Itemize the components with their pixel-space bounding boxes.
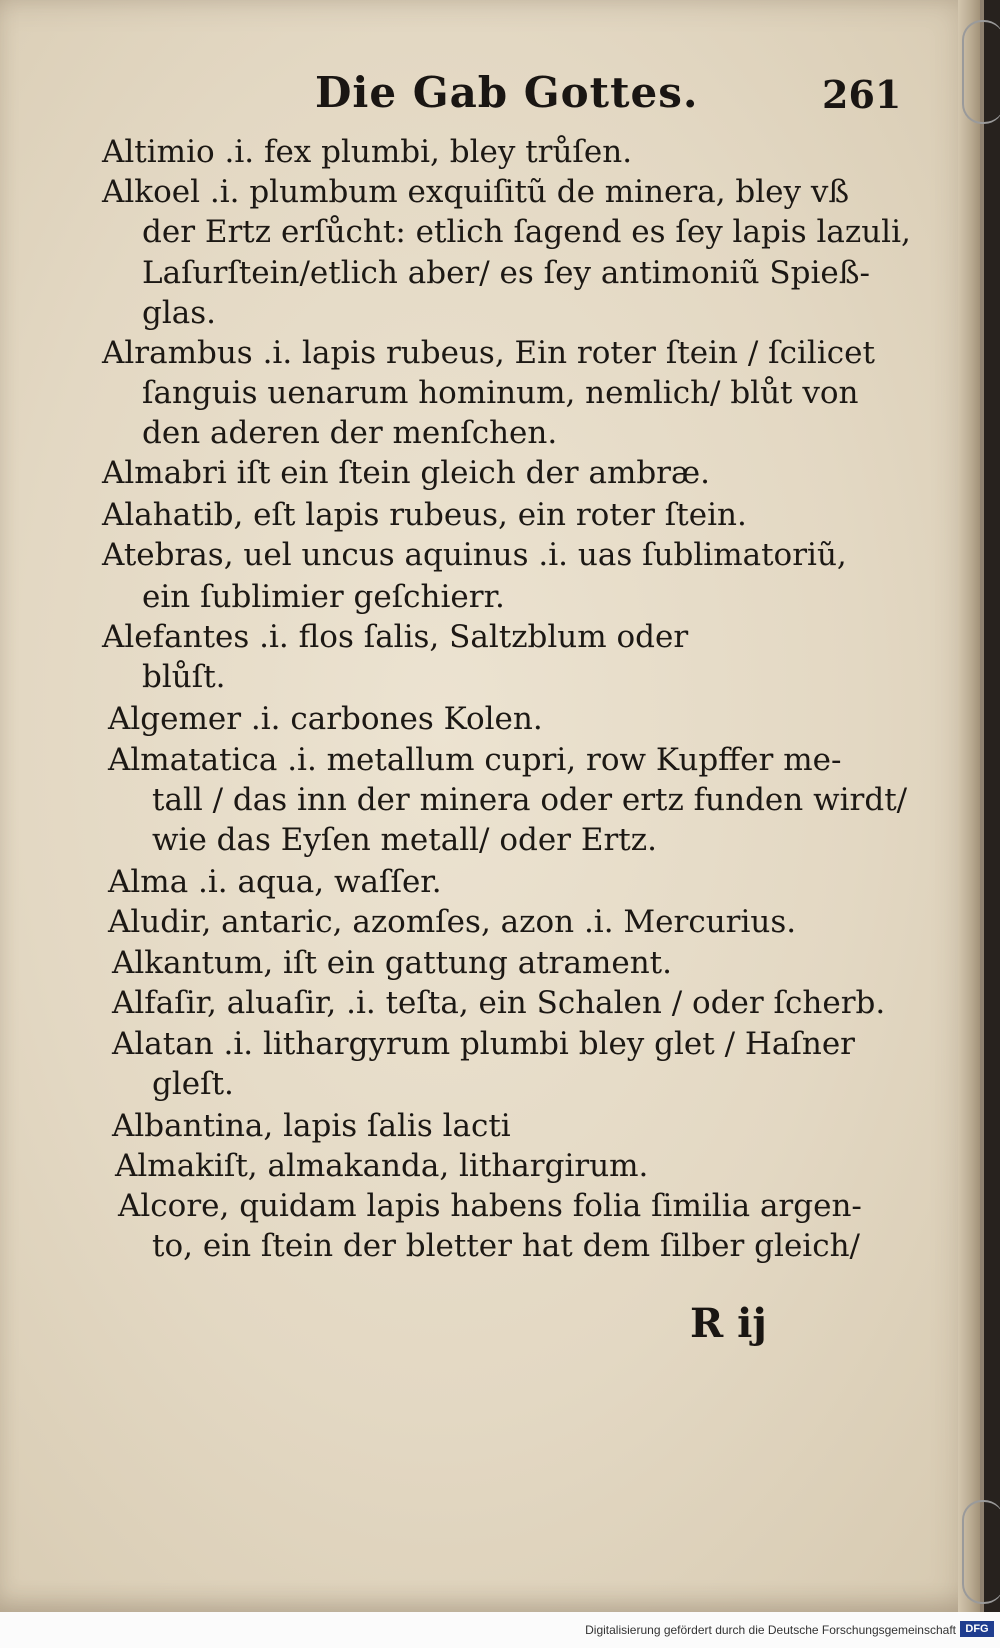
text-line: wie das Eyſen metall/ oder Ertz. [152, 822, 657, 858]
page-clip-bottom [962, 1500, 1000, 1604]
text-line: Alfaſir, aluaſir, .i. teſta, ein Schalen / oder ſcherb. [112, 985, 886, 1021]
text-line: Albantina, lapis ſalis lacti [112, 1108, 511, 1144]
text-line: tall / das inn der minera oder ertz funden wirdt/ [152, 782, 908, 818]
text-line: Alefantes .i. flos ſalis, Saltzblum oder [102, 619, 689, 655]
text-line: Algemer .i. carbones Kolen. [108, 701, 543, 737]
text-line: Laſurſtein/etlich aber/ es ſey antimoniũ Spieß- [142, 255, 870, 291]
text-line: Alatan .i. lithargyrum plumbi bley glet / Haſner [112, 1026, 856, 1062]
page-number: 261 [822, 72, 902, 117]
digitization-footer [0, 1612, 1000, 1648]
funding-credit: Digitalisierung gefördert durch die Deutsche Forschungsgemeinschaft [585, 1623, 956, 1637]
text-line: Atebras, uel uncus aquinus .i. uas ſublimatoriũ, [102, 537, 847, 573]
page-edge [958, 0, 980, 1612]
text-line: gleſt. [152, 1066, 234, 1102]
text-line: Almakiſt, almakanda, lithargirum. [115, 1148, 649, 1184]
signature-mark: R ij [690, 1300, 767, 1347]
text-line: der Ertz erſůcht: etlich ſagend es ſey lapis lazuli, [142, 214, 911, 250]
text-line: glas. [142, 295, 217, 331]
text-line: Alrambus .i. lapis rubeus, Ein roter ſtein / ſcilicet [102, 335, 875, 371]
text-line: Alcore, quidam lapis habens folia ſimilia argen- [118, 1188, 862, 1224]
text-line: ein ſublimier geſchierr. [142, 579, 505, 615]
text-line: Alkantum, iſt ein gattung atrament. [112, 945, 672, 981]
text-line: Alma .i. aqua, waſſer. [108, 864, 442, 900]
text-line: Alkoel .i. plumbum exquiſitũ de minera, bley vß [102, 174, 850, 210]
text-line: Aludir, antaric, azomſes, azon .i. Mercurius. [108, 904, 797, 940]
dfg-logo: DFG [960, 1621, 994, 1637]
text-line: den aderen der menſchen. [142, 415, 558, 451]
text-line: Altimio .i. fex plumbi, bley trůſen. [102, 134, 633, 170]
text-line: to, ein ſtein der bletter hat dem ſilber gleich/ [152, 1228, 860, 1264]
text-line: Alahatib, eſt lapis rubeus, ein roter ſtein. [102, 497, 747, 533]
text-line: Almabri iſt ein ſtein gleich der ambræ. [102, 455, 710, 491]
text-line: Almatatica .i. metallum cupri, row Kupffer me- [108, 742, 842, 778]
text-line: ſanguis uenarum hominum, nemlich/ blůt von [142, 375, 859, 411]
running-title: Die Gab Gottes. [315, 68, 699, 117]
running-header [0, 68, 1000, 128]
text-line: blůſt. [142, 659, 226, 695]
